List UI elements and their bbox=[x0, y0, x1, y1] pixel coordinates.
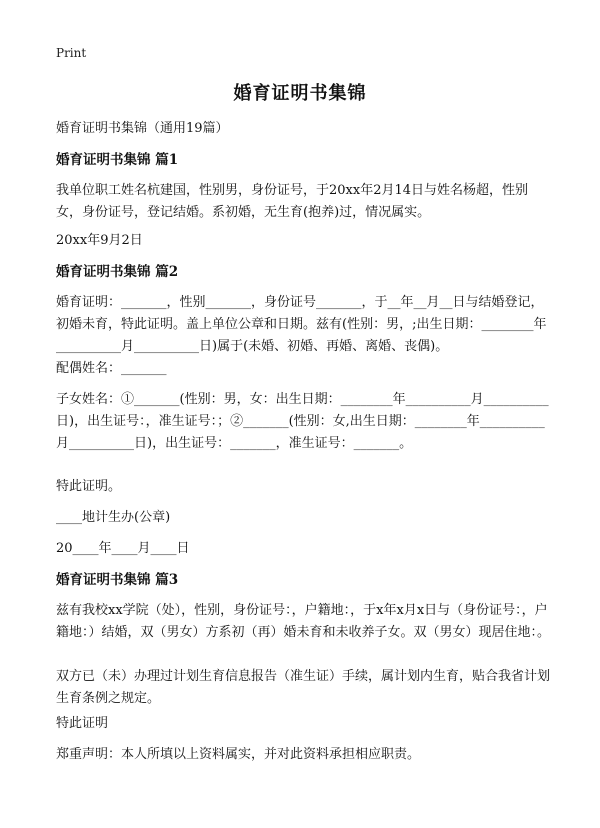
section-3-certify: 特此证明 bbox=[56, 716, 109, 731]
section-1-paragraph: 我单位职工姓名杭建国，性别男，身份证号，于20xx年2月14日与姓名杨超，性别女，身份证号，登记结婚。系初婚，无生育(抱养)过，情况属实。 bbox=[56, 183, 529, 220]
section-3-paragraph-2: 双方已（未）办理过计划生育信息报告（准生证）手续，属计划内生育，贴合我省计划生育条例之规定。 bbox=[56, 669, 551, 706]
section-2-heading: 婚育证明书集锦 篇2 bbox=[56, 264, 179, 280]
subtitle: 婚育证明书集锦（通用19篇） bbox=[56, 121, 229, 136]
page-title: 婚育证明书集锦 bbox=[233, 83, 367, 104]
print-label: Print bbox=[56, 46, 87, 60]
section-2-date: 20____年____月____日 bbox=[56, 541, 190, 556]
section-2-children: 子女姓名：①_______(性别：男，女：出生日期：________年__________月__________日)，出生证号：，准生证号：；②_______(性别：女,出生日期：________年__________月__________日)，出生证号：_______，准生证号：_______。 bbox=[56, 392, 549, 451]
section-3-paragraph-1: 兹有我校xx学院（处），性别，身份证号：，户籍地：，于x年x月x日与（身份证号：，户籍地：）结婚，双（男女）方系初（再）婚未育和未收养子女。双（男女）现居住地：。 bbox=[56, 603, 551, 640]
section-1-date: 20xx年9月2日 bbox=[56, 233, 143, 248]
section-2-certify: 特此证明。 bbox=[56, 479, 122, 494]
section-3-declaration: 郑重声明：本人所填以上资料属实，并对此资料承担相应职责。 bbox=[56, 747, 421, 762]
section-2-paragraph: 婚育证明：_______，性别_______，身份证号_______，于__年__月__日与结婚登记，初婚未育，特此证明。盖上单位公章和日期。兹有(性别：男，;出生日期：________年__________月__________日)属于(未婚、初婚、再婚、离婚、丧偶)。 bbox=[56, 295, 547, 354]
section-2-office-seal: ____地计生办(公章) bbox=[56, 510, 171, 525]
section-3-heading: 婚育证明书集锦 篇3 bbox=[56, 572, 179, 588]
section-2-spouse: 配偶姓名：_______ bbox=[56, 361, 167, 376]
section-1-heading: 婚育证明书集锦 篇1 bbox=[56, 152, 179, 168]
